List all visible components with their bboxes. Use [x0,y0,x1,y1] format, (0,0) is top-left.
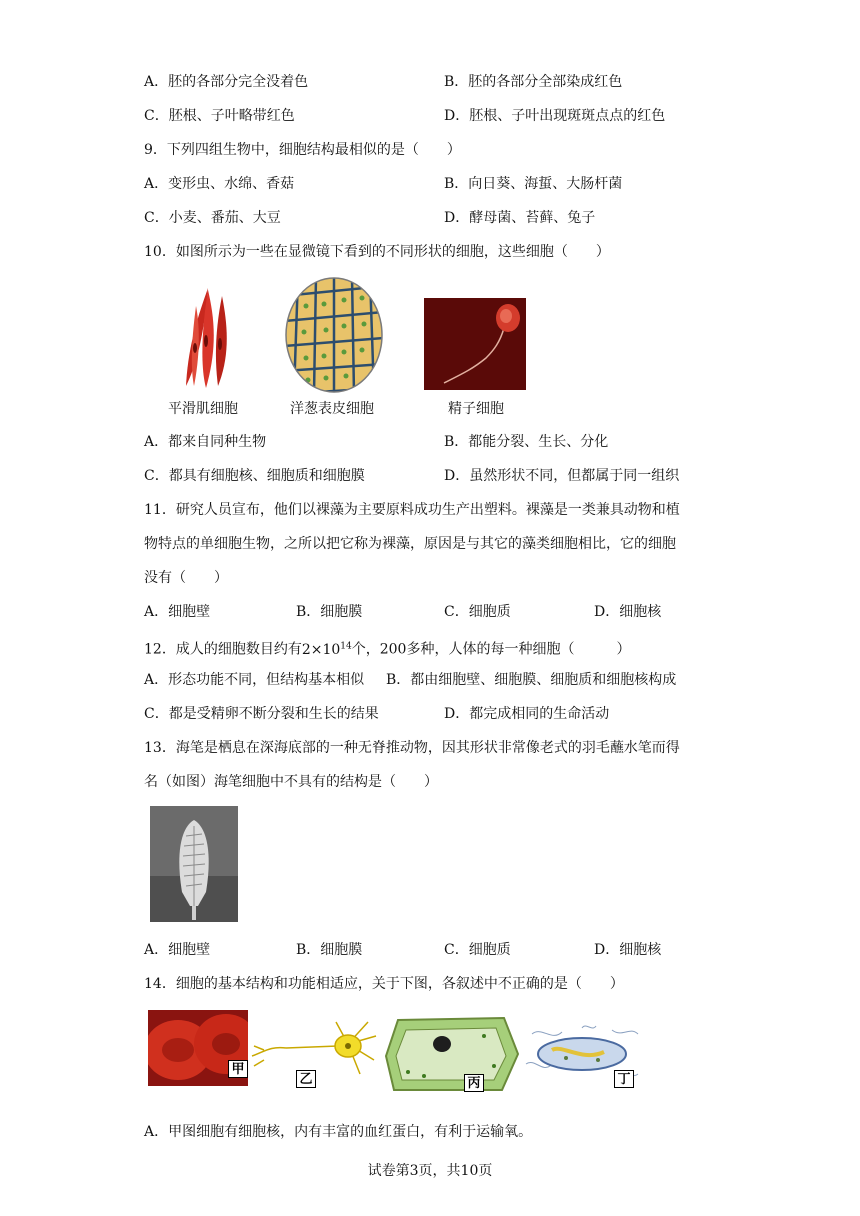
q12-option-b: B．都由细胞壁、细胞膜、细胞质和细胞核构成 [386,672,677,688]
q11-option-c: C．细胞质 [444,604,511,620]
q8-option-b: B．胚的各部分全部染成红色 [444,74,623,90]
q8-option-d: D．胚根、子叶出现斑斑点点的红色 [444,108,666,124]
q9-option-b: B．向日葵、海蜇、大肠杆菌 [444,176,623,192]
caption-smooth-muscle: 平滑肌细胞 [168,401,238,417]
q11-option-a: A．细胞壁 [144,604,211,620]
q12-number: $2\times 10^{14}$ [301,641,352,658]
sperm-cell-image [424,298,526,390]
q13-stem-line2: 名（如图）海笔细胞中不具有的结构是（ ） [144,774,438,790]
q10-option-b: B．都能分裂、生长、分化 [444,434,609,450]
q13-stem-line1: 13．海笔是栖息在深海底部的一种无脊推动物，因其形状非常像老式的羽毛蘸水笔而得 [144,740,680,756]
q10-option-c: C．都具有细胞核、细胞质和细胞膜 [144,468,365,484]
q11-stem-line3: 没有（ ） [144,570,228,586]
q9-option-a: A．变形虫、水绵、香菇 [144,176,295,192]
q13-option-d: D．细胞核 [594,942,662,958]
q11-option-d: D．细胞核 [594,604,662,620]
caption-sperm: 精子细胞 [448,401,504,417]
q12-option-a: A．形态功能不同，但结构基本相似 [144,672,365,688]
q10-stem: 10．如图所示为一些在显微镜下看到的不同形状的细胞，这些细胞（ ） [144,244,610,260]
onion-epidermis-cell-image [284,276,384,394]
tag-ding: 丁 [614,1070,634,1088]
q14-stem: 14．细胞的基本结构和功能相适应，关于下图，各叙述中不正确的是（ ） [144,976,624,992]
page-footer: 试卷第3页，共10页 [367,1163,493,1179]
tag-yi: 乙 [296,1070,316,1088]
q12-stem [144,636,630,660]
q12-stem-pre: 12．成人的细胞数目约有 [144,641,302,658]
q11-stem-line2: 物特点的单细胞生物，之所以把它称为裸藻，原因是与其它的藻类细胞相比，它的细胞 [144,536,676,552]
q11-option-b: B．细胞膜 [296,604,363,620]
q12-stem-post: 个，200多种，人体的每一种细胞（ ） [351,641,631,658]
q9-stem: 9．下列四组生物中，细胞结构最相似的是（ ） [144,142,461,158]
tag-bing: 丙 [464,1074,484,1092]
plant-cell-image [384,1016,520,1092]
caption-onion-epidermis: 洋葱表皮细胞 [290,401,374,417]
q8-option-c: C．胚根、子叶略带红色 [144,108,295,124]
q13-option-b: B．细胞膜 [296,942,363,958]
q14-option-a: A．甲图细胞有细胞核，内有丰富的血红蛋白，有利于运输氧。 [144,1124,533,1140]
q12-option-d: D．都完成相同的生命活动 [444,706,610,722]
q9-option-d: D．酵母菌、苔藓、兔子 [444,210,596,226]
q10-option-d: D．虽然形状不同，但都属于同一组织 [444,468,680,484]
q12-option-c: C．都是受精卵不断分裂和生长的结果 [144,706,379,722]
q10-option-a: A．都来自同种生物 [144,434,267,450]
smooth-muscle-cell-image [178,286,238,390]
tag-jia: 甲 [228,1060,248,1078]
q8-option-a: A．胚的各部分完全没着色 [144,74,309,90]
q9-option-c: C．小麦、番茄、大豆 [144,210,281,226]
q11-stem-line1: 11．研究人员宣布，他们以裸藻为主要原料成功生产出塑料。裸藻是一类兼具动物和植 [144,502,680,518]
q13-option-a: A．细胞壁 [144,942,211,958]
sea-pen-image [150,806,238,922]
q13-option-c: C．细胞质 [444,942,511,958]
